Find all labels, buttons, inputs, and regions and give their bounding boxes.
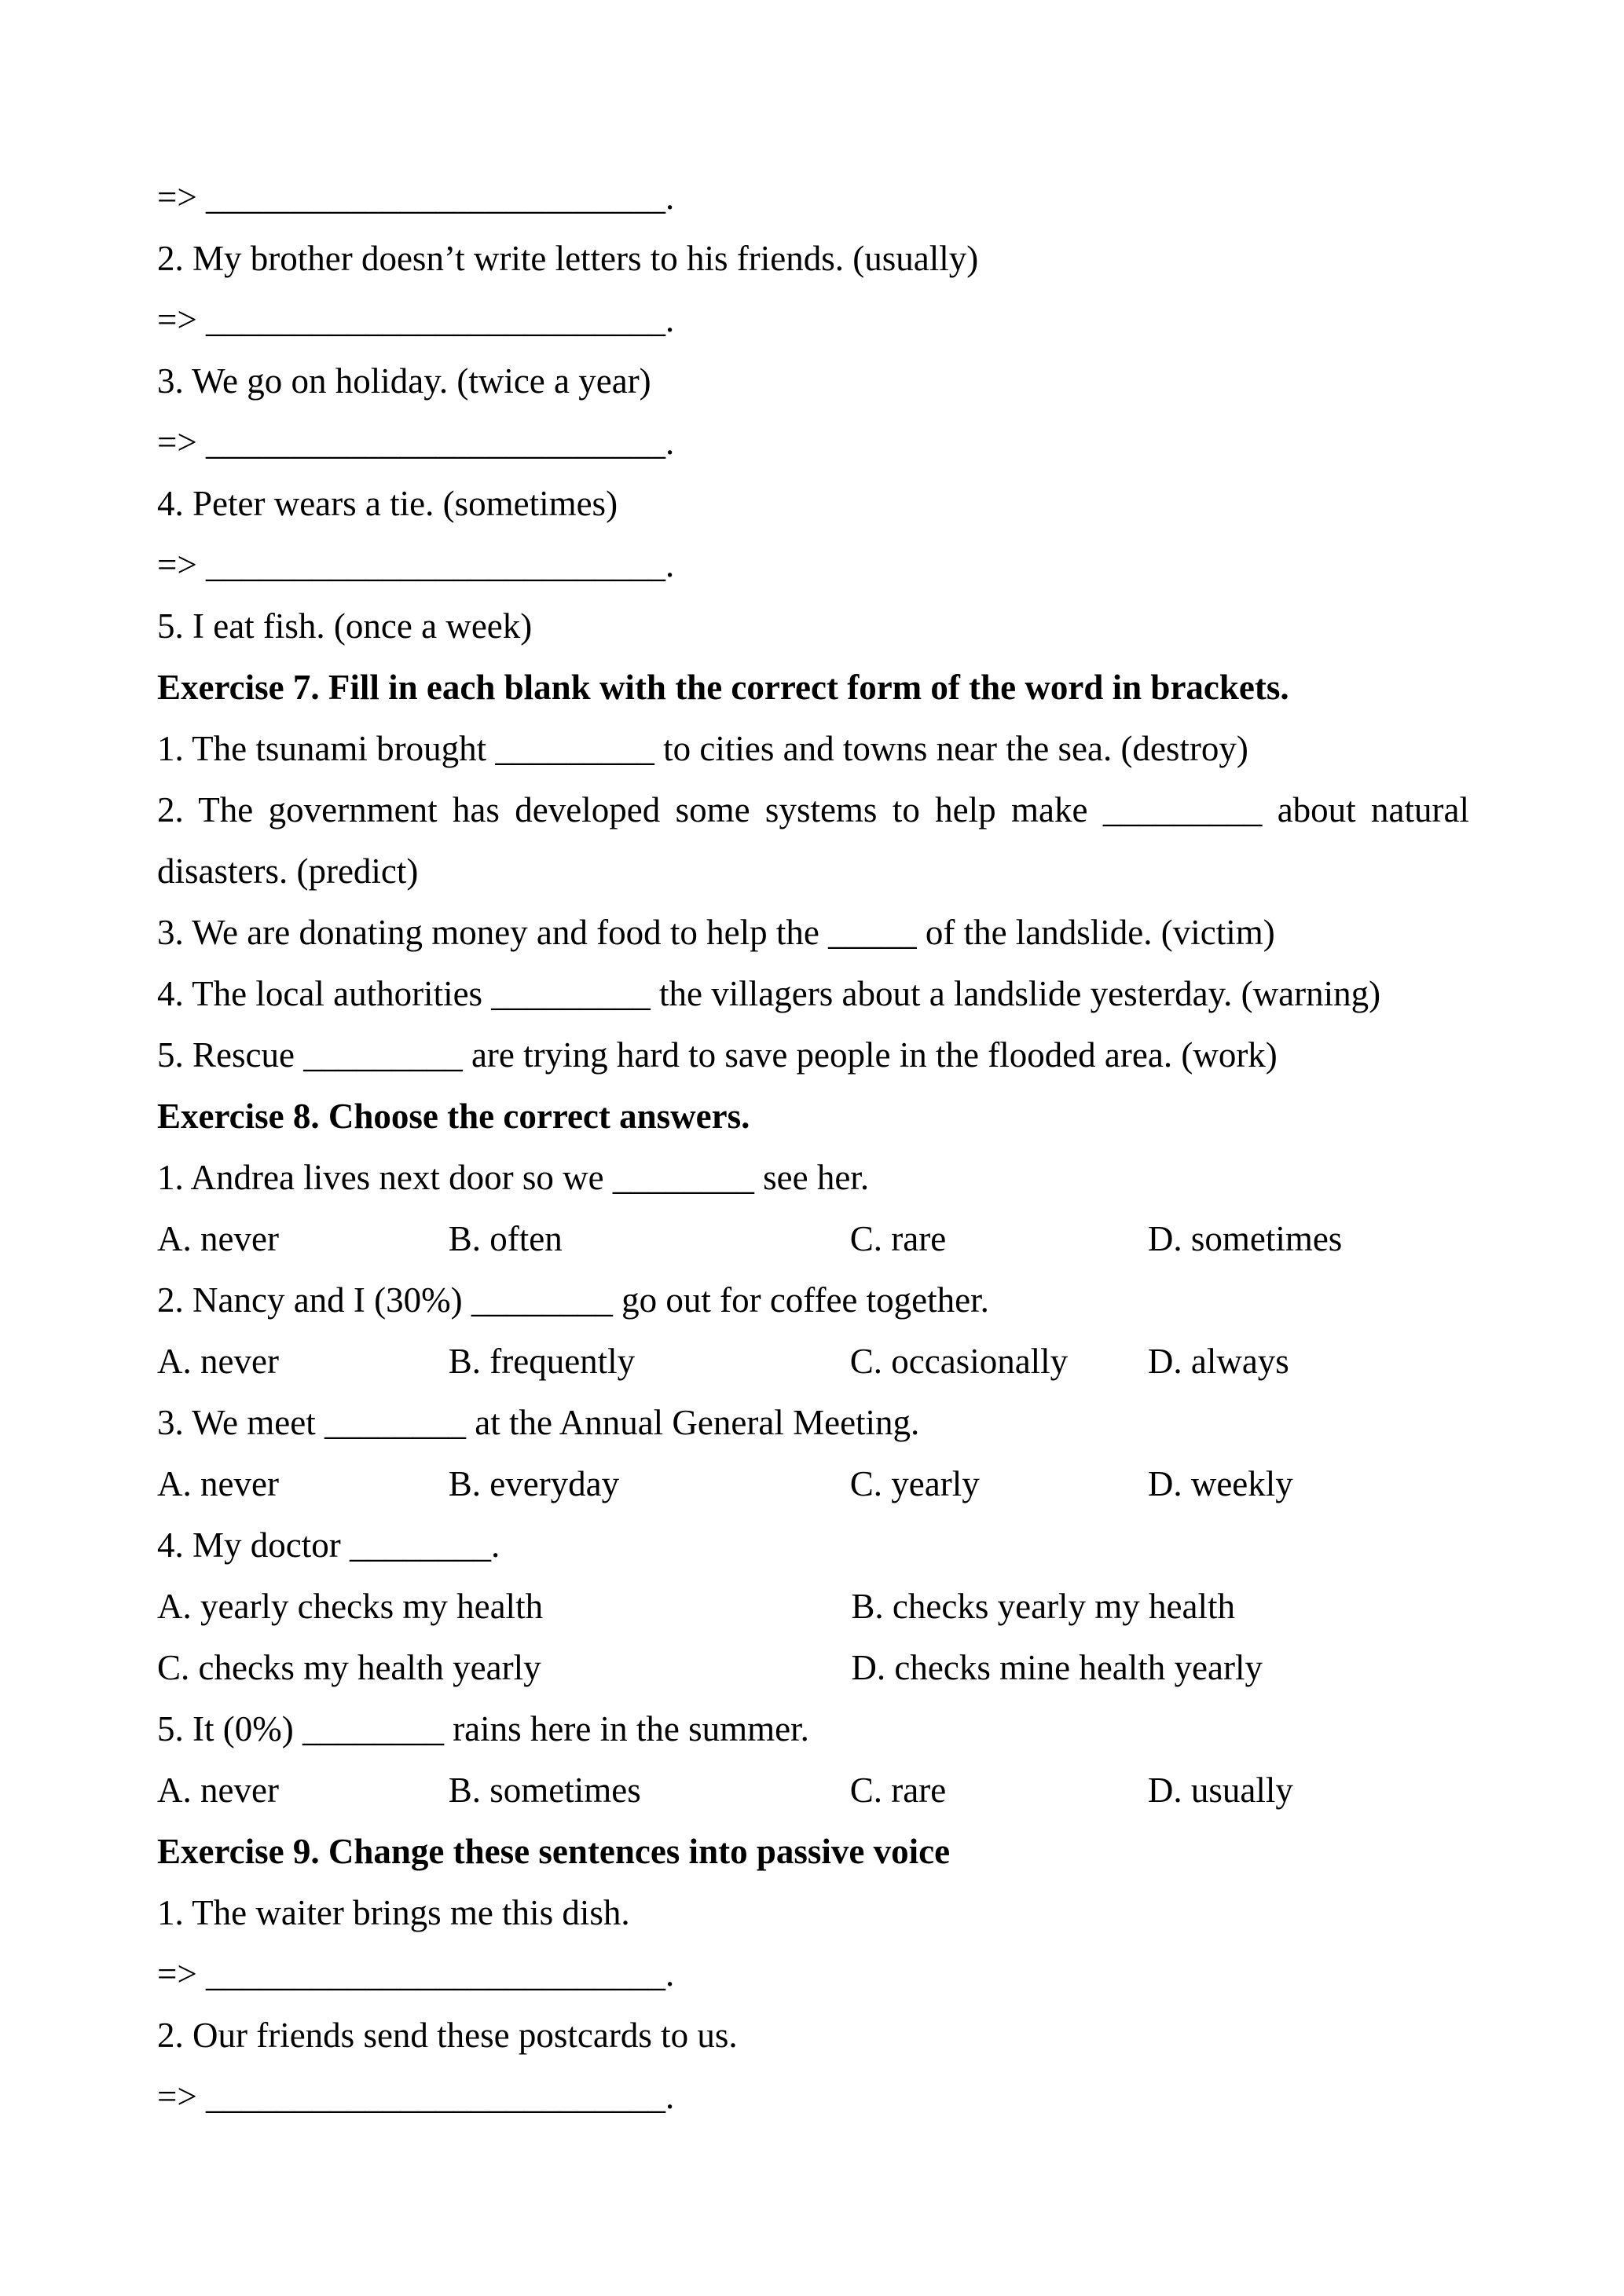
- sentence-line: 4. Peter wears a tie. (sometimes): [157, 484, 618, 523]
- exercise8-question-4-options-row1: [157, 1576, 1469, 1637]
- sentence-line: 3. We go on holiday. (twice a year): [157, 361, 651, 401]
- sentence-line: 2. My brother doesn’t write letters to his friends. (usually): [157, 239, 979, 278]
- exercise8-title: Exercise 8. Choose the correct answers.: [157, 1097, 750, 1136]
- exercise9-title: Exercise 9. Change these sentences into passive voice: [157, 1832, 951, 1871]
- exercise8-question-1: 1. Andrea lives next door so we ________ see her.: [157, 1158, 870, 1197]
- exercise7-question-4: 4. The local authorities _________ the villagers about a landslide yesterday. (warning): [157, 974, 1381, 1013]
- exercise8-question-4-options-row2: [157, 1637, 1469, 1698]
- exercise8-question-1-options: [157, 1208, 1469, 1269]
- option-d: D. usually: [1147, 1771, 1293, 1810]
- exercise8-question-3-options: [157, 1453, 1469, 1514]
- option-c: C. yearly: [849, 1464, 980, 1503]
- option-c: C. checks my health yearly: [157, 1648, 541, 1687]
- answer-blank-line: => __________________________.: [157, 545, 675, 584]
- option-b: B. often: [448, 1219, 563, 1258]
- option-a: A. never: [157, 1342, 279, 1381]
- exercise8-question-4: 4. My doctor ________.: [157, 1525, 500, 1565]
- option-b: B. checks yearly my health: [851, 1587, 1236, 1626]
- option-d: D. always: [1147, 1342, 1289, 1381]
- exercise8-question-3: 3. We meet ________ at the Annual General Meeting.: [157, 1403, 920, 1442]
- exercise9-sentence-2: 2. Our friends send these postcards to us.: [157, 2016, 738, 2055]
- answer-blank-line: => __________________________.: [157, 1954, 675, 1994]
- exercise7-question-2-line1: 2. The government has developed some systems to help make _________ about natural: [157, 790, 1469, 829]
- option-a: A. never: [157, 1771, 279, 1810]
- option-c: C. rare: [849, 1771, 947, 1810]
- exercise8-question-5-options: [157, 1760, 1469, 1821]
- sentence-line: 5. I eat fish. (once a week): [157, 606, 533, 646]
- option-b: B. sometimes: [448, 1771, 641, 1810]
- option-c: C. occasionally: [849, 1342, 1069, 1381]
- exercise9-sentence-1: 1. The waiter brings me this dish.: [157, 1893, 630, 1932]
- answer-blank-line: => __________________________.: [157, 423, 675, 462]
- option-d: D. checks mine health yearly: [851, 1648, 1263, 1687]
- exercise8-question-2: 2. Nancy and I (30%) ________ go out for coffee together.: [157, 1280, 989, 1320]
- option-b: B. everyday: [448, 1464, 620, 1503]
- option-a: A. yearly checks my health: [157, 1587, 544, 1626]
- option-d: D. sometimes: [1147, 1219, 1343, 1258]
- exercise8-question-2-options: [157, 1331, 1469, 1392]
- exercise7-question-5: 5. Rescue _________ are trying hard to save people in the flooded area. (work): [157, 1035, 1278, 1075]
- option-a: A. never: [157, 1219, 279, 1258]
- answer-blank-line: => __________________________.: [157, 178, 675, 217]
- answer-blank-line: => __________________________.: [157, 2077, 675, 2116]
- exercise8-question-5: 5. It (0%) ________ rains here in the summer.: [157, 1709, 809, 1749]
- option-c: C. rare: [849, 1219, 947, 1258]
- option-d: D. weekly: [1147, 1464, 1293, 1503]
- option-b: B. frequently: [448, 1342, 636, 1381]
- exercise7-question-2-line2: disasters. (predict): [157, 851, 419, 891]
- exercise7-question-1: 1. The tsunami brought _________ to cities and towns near the sea. (destroy): [157, 729, 1248, 768]
- option-a: A. never: [157, 1464, 279, 1503]
- answer-blank-line: => __________________________.: [157, 300, 675, 339]
- exercise7-question-3: 3. We are donating money and food to help the _____ of the landslide. (victim): [157, 913, 1275, 952]
- exercise7-title: Exercise 7. Fill in each blank with the correct form of the word in brackets.: [157, 668, 1289, 707]
